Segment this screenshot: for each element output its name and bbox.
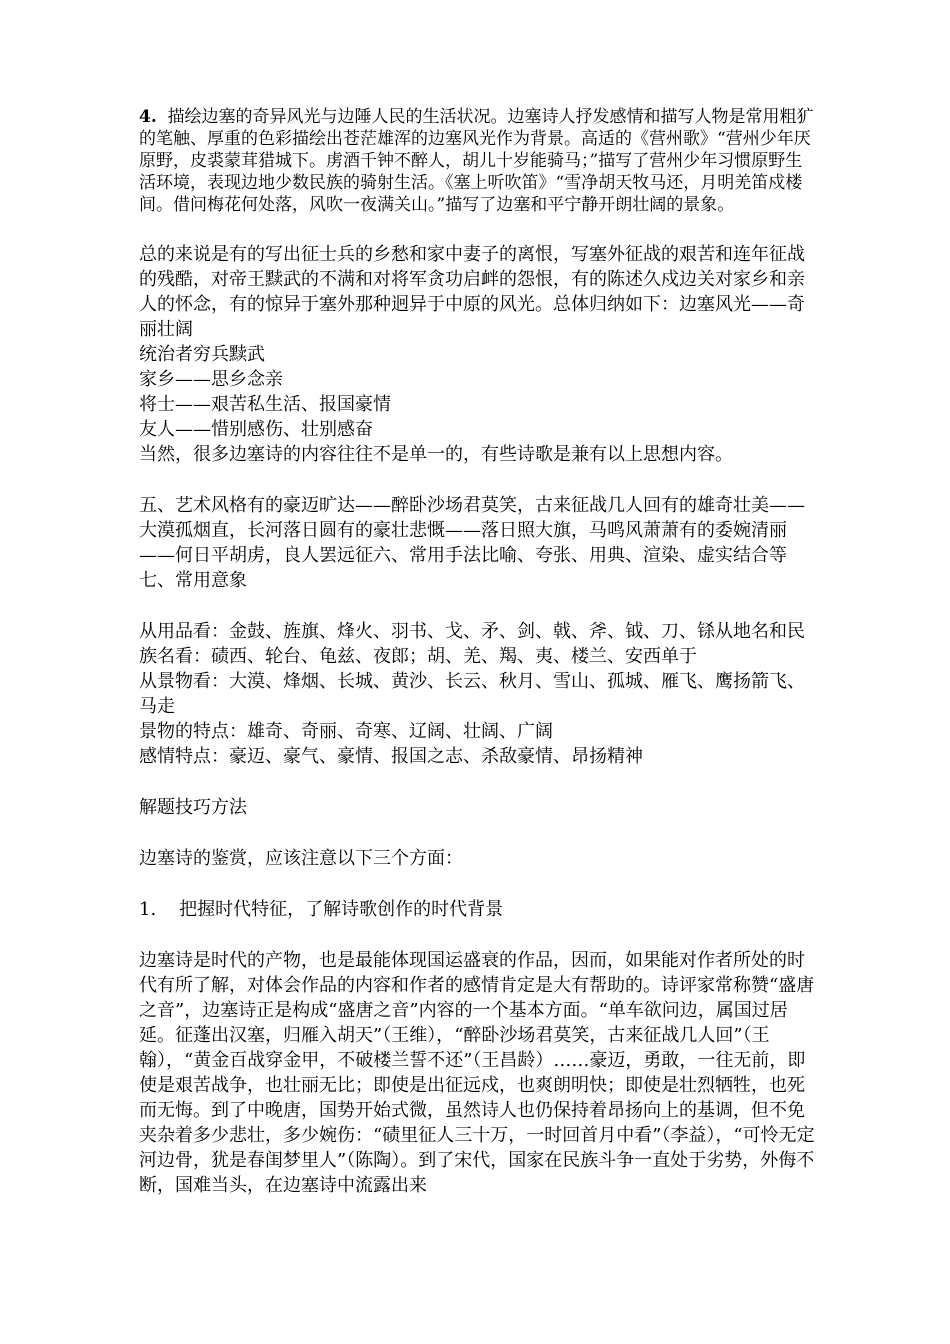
item-number: 1. — [139, 899, 157, 920]
summary-line: 将士——艰苦私生活、报国豪情 — [139, 394, 391, 415]
imagery-line: 感情特点：豪迈、豪气、豪情、报国之志、杀敌豪情、昂扬精神 — [139, 746, 643, 767]
paragraph-imagery — [139, 619, 819, 769]
paragraph-scenery — [139, 106, 819, 216]
summary-line: 家乡——思乡念亲 — [139, 369, 283, 390]
paragraph-intro: 边塞诗的鉴赏，应该注意以下三个方面： — [139, 848, 463, 869]
summary-line: 友人——惜别感伤、壮别感奋 — [139, 419, 373, 440]
summary-line: 当然，很多边塞诗的内容往往不是单一的，有些诗歌是兼有以上思想内容。 — [139, 444, 733, 465]
summary-text: 总的来说是有的写出征士兵的乡愁和家中妻子的离恨，写塞外征战的艰苦和连年征战的残酷，对帝王黩武的不满和对将军贪功启衅的怨恨，有的陈述久戍边关对家乡和亲人的怀念，有的惊异于塞外那种迥异于中原的风光。总体归纳如下：边塞风光——奇丽壮阔 — [139, 244, 805, 340]
paragraph-era: 边塞诗是时代的产物，也是最能体现国运盛衰的作品，因而，如果能对作者所处的时代有所了解，对体会作品的内容和作者的感情肯定是大有帮助的。诗评家常称赞“盛唐之音”，边塞诗正是构成“盛唐之音”内容的一个基本方面。“单车欲问边，属国过居延。征蓬出汉塞，归雁入胡天”（王维），“醉卧沙场君莫笑，古来征战几人回”（王翰），“黄金百战穿金甲，不破楼兰誓不还”（王昌龄）……豪迈，勇敢，一往无前，即使是艰苦战争，也壮丽无比；即使是出征远戍，也爽朗明快；即使是壮烈牺牲，也死而无悔。到了中晚唐，国势开始式微，虽然诗人也仍保持着昂扬向上的基调，但不免夹杂着多少悲壮，多少婉伤：“碛里征人三十万，一时回首月中看”（李益），“可怜无定河边骨，犹是春闺梦里人”（陈陶）。到了宋代，国家在民族斗争一直处于劣势，外侮不断，国难当头，在边塞诗中流露出来 — [139, 950, 815, 1196]
paragraph-art-style: 五、艺术风格有的豪迈旷达——醉卧沙场君莫笑，古来征战几人回有的雄奇壮美——大漠孤烟直，长河落日圆有的豪壮悲慨——落日照大旗，马鸣风萧萧有的委婉清丽——何日平胡虏，良人罢远征六、常用手法比喻、夸张、用典、渲染、虚实结合等七、常用意象 — [139, 495, 805, 591]
paragraph-summary — [139, 242, 819, 467]
item-heading-text: 把握时代特征，了解诗歌创作的时代背景 — [179, 899, 504, 920]
summary-line: 统治者穷兵黩武 — [139, 344, 265, 365]
imagery-line: 从景物看：大漠、烽烟、长城、黄沙、长云、秋月、雪山、孤城、雁飞、鹰扬箭飞、马走 — [139, 671, 805, 717]
document-body — [139, 106, 819, 1198]
list-item-heading — [139, 897, 819, 922]
section-heading-techniques: 解题技巧方法 — [139, 797, 247, 818]
item-number: 4. — [139, 107, 157, 127]
imagery-line: 从用品看：金鼓、旌旗、烽火、羽书、戈、矛、剑、戟、斧、钺、刀、铩从地名和民族名看：碛西、轮台、龟兹、夜郎；胡、羌、羯、夷、楼兰、安西单于 — [139, 621, 805, 667]
paragraph-text: 描绘边塞的奇异风光与边陲人民的生活状况。边塞诗人抒发感情和描写人物是常用粗犷的笔触、厚重的色彩描绘出苍茫雄浑的边塞风光作为背景。高适的《营州歌》“营州少年厌原野，皮裘蒙茸猎城下。虏酒千钟不醉人，胡儿十岁能骑马；”描写了营州少年习惯原野生活环境，表现边地少数民族的骑射生活。《塞上听吹笛》“雪净胡天牧马还，月明羌笛戍楼间。借问梅花何处落，风吹一夜满关山。”描写了边塞和平宁静开朗壮阔的景象。 — [139, 107, 814, 215]
imagery-line: 景物的特点：雄奇、奇丽、奇寒、辽阔、壮阔、广阔 — [139, 721, 553, 742]
